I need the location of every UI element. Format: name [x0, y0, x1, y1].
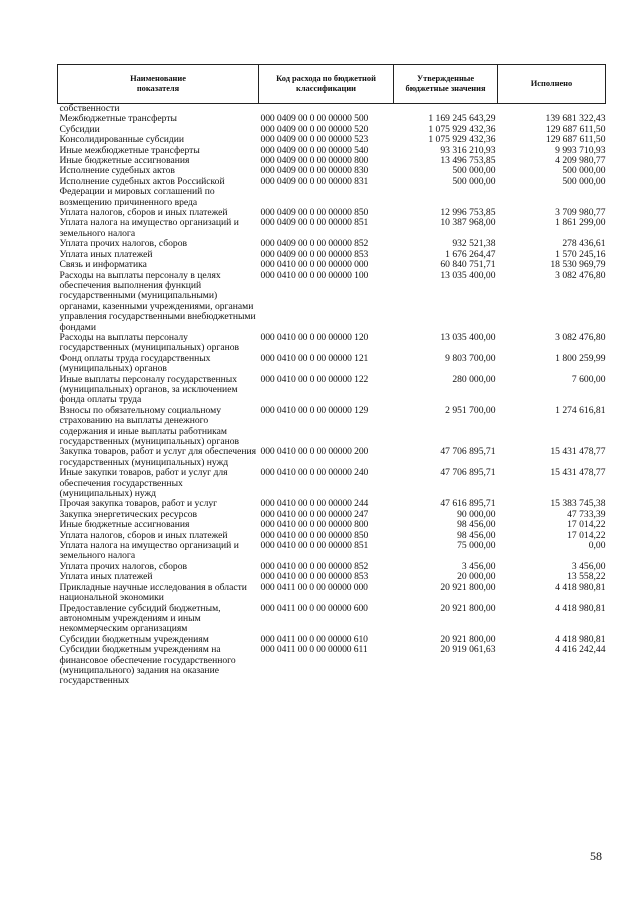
table-row — [58, 177, 606, 208]
row-approved: 20 921 800,00 — [440, 602, 496, 614]
row-name: Субсидии бюджетным учреждениям — [59, 633, 209, 645]
row-approved: 9 803 700,00 — [445, 352, 496, 364]
table-row — [58, 604, 606, 635]
row-approved: 1 169 245 643,29 — [428, 113, 496, 125]
row-executed: 500 000,00 — [562, 165, 606, 177]
row-code: 000 0411 00 0 00 00000 611 — [260, 644, 368, 656]
row-name: Взносы по обязательному социальному страхованию на выплаты денежного содержания и иные выплаты работникам государственных (муниципальных) органов — [59, 404, 240, 447]
row-name: Фонд оплаты труда государственных (муниципальных) органов — [59, 352, 211, 375]
row-code: 000 0409 00 0 00 00000 853 — [260, 248, 369, 260]
row-executed: 15 383 745,38 — [550, 498, 606, 510]
row-name: Иные бюджетные ассигнования — [59, 519, 190, 531]
table-row — [58, 406, 606, 448]
row-code: 000 0410 00 0 00 00000 850 — [260, 529, 369, 541]
row-executed: 9 993 710,93 — [555, 144, 606, 156]
table-row — [58, 333, 606, 354]
row-approved: 280 000,00 — [452, 373, 496, 385]
row-executed: 139 681 322,43 — [545, 113, 606, 125]
table-body — [58, 104, 606, 687]
row-code: 000 0410 00 0 00 00000 851 — [260, 540, 369, 552]
row-code: 000 0409 00 0 00 00000 831 — [260, 175, 369, 187]
row-code: 000 0409 00 0 00 00000 500 — [260, 113, 369, 125]
row-executed: 17 014,22 — [567, 519, 606, 531]
row-name: Расходы на выплаты персоналу государственных (муниципальных) органов — [59, 331, 240, 354]
table-row — [58, 354, 606, 375]
row-approved: 1 075 929 432,36 — [428, 134, 496, 146]
row-code: 000 0410 00 0 00 00000 247 — [260, 508, 369, 520]
row-approved: 20 921 800,00 — [440, 581, 496, 593]
row-code: 000 0410 00 0 00 00000 200 — [260, 446, 369, 458]
row-code: 000 0410 00 0 00 00000 000 — [260, 259, 369, 271]
row-executed: 17 014,22 — [567, 529, 606, 541]
table-row — [58, 468, 606, 499]
row-executed: 4 418 980,81 — [555, 633, 606, 645]
row-executed: 0,00 — [588, 540, 606, 552]
row-name: Прикладные научные исследования в области национальной экономики — [59, 581, 247, 604]
row-code: 000 0410 00 0 00 00000 129 — [260, 404, 369, 416]
table-header-row — [58, 65, 606, 104]
row-executed: 47 733,39 — [567, 508, 606, 520]
row-approved: 20 919 061,63 — [440, 644, 496, 656]
row-code: 000 0411 00 0 00 00000 610 — [260, 633, 368, 645]
row-approved: 47 616 895,71 — [440, 498, 496, 510]
row-name: Консолидированные субсидии — [59, 134, 185, 146]
row-code: 000 0409 00 0 00 00000 852 — [260, 238, 369, 250]
row-name: Уплата налога на имущество организаций и земельного налога — [59, 540, 239, 562]
row-name: собственности — [59, 103, 120, 114]
row-executed: 15 431 478,77 — [550, 467, 606, 479]
header-approved: Утвержденные бюджетные значения — [394, 65, 498, 104]
row-executed: 4 416 242,44 — [555, 644, 606, 656]
row-approved: 12 996 753,85 — [440, 207, 496, 219]
table-row — [58, 583, 606, 604]
row-executed: 18 530 969,79 — [550, 259, 606, 271]
row-executed: 4 418 980,81 — [555, 581, 606, 593]
row-name: Исполнение судебных актов — [59, 165, 175, 177]
row-executed: 4 418 980,81 — [555, 602, 606, 614]
row-name: Уплата прочих налогов, сборов — [59, 560, 188, 572]
row-approved: 13 035 400,00 — [440, 331, 496, 343]
row-name: Уплата налогов, сборов и иных платежей — [59, 207, 228, 219]
row-name: Уплата налогов, сборов и иных платежей — [59, 529, 228, 541]
row-approved: 75 000,00 — [457, 540, 496, 552]
row-code: 000 0409 00 0 00 00000 800 — [260, 155, 369, 167]
row-approved: 98 456,00 — [457, 519, 496, 531]
row-approved: 500 000,00 — [452, 175, 496, 187]
row-name: Иные межбюджетные трансферты — [59, 144, 200, 156]
row-code: 000 0410 00 0 00 00000 121 — [260, 352, 369, 364]
row-name: Закупка энергетических ресурсов — [59, 508, 198, 520]
row-approved: 90 000,00 — [457, 508, 496, 520]
table-row — [58, 260, 606, 270]
row-code: 000 0410 00 0 00 00000 244 — [260, 498, 369, 510]
row-code: 000 0410 00 0 00 00000 120 — [260, 331, 369, 343]
row-executed: 3 456,00 — [571, 560, 606, 572]
row-executed: 500 000,00 — [562, 175, 606, 187]
row-approved: 13 035 400,00 — [440, 269, 496, 281]
row-executed: 1 861 299,00 — [555, 217, 606, 229]
row-name: Субсидии бюджетным учреждениям на финансовое обеспечение государственного (муниципального) задания на оказание государственных — [59, 644, 236, 687]
row-name: Исполнение судебных актов Российской Федерации и мировых соглашений по возмещению причиненного вреда — [59, 175, 225, 208]
row-name: Расходы на выплаты персоналу в целях обеспечения выполнения функций государственными (муниципальными) органами, казенными учреждениями, органами управления государственными внебюджетными фондами — [59, 269, 256, 333]
row-code: 000 0410 00 0 00 00000 240 — [260, 467, 369, 479]
row-approved: 47 706 895,71 — [440, 467, 496, 479]
row-approved: 1 676 264,47 — [445, 248, 496, 260]
row-executed: 3 082 476,80 — [555, 269, 606, 281]
header-code: Код расхода по бюджетной классификации — [259, 65, 394, 104]
table-row — [58, 271, 606, 333]
row-name: Межбюджетные трансферты — [59, 113, 177, 125]
row-name: Уплата прочих налогов, сборов — [59, 238, 188, 250]
table-row — [58, 218, 606, 239]
row-executed: 129 687 611,50 — [545, 134, 606, 146]
row-approved: 1 075 929 432,36 — [428, 123, 496, 135]
row-executed: 7 600,00 — [571, 373, 606, 385]
row-approved: 2 951 700,00 — [445, 404, 496, 416]
row-name: Субсидии — [59, 123, 100, 135]
page-number: 58 — [590, 849, 602, 863]
row-name: Иные выплаты персоналу государственных (муниципальных) органов, за исключением фонда оплаты труда — [59, 373, 238, 406]
row-executed: 13 558,22 — [567, 571, 606, 583]
row-code: 000 0409 00 0 00 00000 830 — [260, 165, 369, 177]
table-row — [58, 375, 606, 406]
budget-execution-table — [57, 64, 606, 687]
header-executed: Исполнено — [498, 65, 606, 104]
row-name: Связь и информатика — [59, 259, 147, 271]
row-executed: 1 570 245,16 — [555, 248, 606, 260]
row-approved: 93 316 210,93 — [440, 144, 496, 156]
row-code: 000 0411 00 0 00 00000 000 — [260, 581, 368, 593]
row-code: 000 0409 00 0 00 00000 523 — [260, 134, 369, 146]
row-name: Иные закупки товаров, работ и услуг для обеспечения государственных (муниципальных) нужд — [59, 467, 228, 500]
row-name: Уплата иных платежей — [59, 571, 153, 583]
row-code: 000 0410 00 0 00 00000 800 — [260, 519, 369, 531]
row-approved: 47 706 895,71 — [440, 446, 496, 458]
row-code: 000 0411 00 0 00 00000 600 — [260, 602, 368, 614]
row-approved: 500 000,00 — [452, 165, 496, 177]
row-approved: 932 521,38 — [452, 238, 496, 250]
row-approved: 98 456,00 — [457, 529, 496, 541]
row-approved: 3 456,00 — [461, 560, 496, 572]
row-approved: 10 387 968,00 — [440, 217, 496, 229]
row-code: 000 0410 00 0 00 00000 853 — [260, 571, 369, 583]
table-row — [58, 541, 606, 562]
row-executed: 3 709 980,77 — [555, 207, 606, 219]
row-name: Иные бюджетные ассигнования — [59, 155, 190, 167]
row-approved: 20 000,00 — [457, 571, 496, 583]
row-approved: 13 496 753,85 — [440, 155, 496, 167]
row-executed: 278 436,61 — [562, 238, 606, 250]
row-executed: 4 209 980,77 — [555, 155, 606, 167]
row-name: Прочая закупка товаров, работ и услуг — [59, 498, 218, 510]
row-code: 000 0409 00 0 00 00000 851 — [260, 217, 369, 229]
row-executed: 3 082 476,80 — [555, 331, 606, 343]
row-executed: 15 431 478,77 — [550, 446, 606, 458]
row-approved: 20 921 800,00 — [440, 633, 496, 645]
row-executed: 1 274 616,81 — [555, 404, 606, 416]
row-code: 000 0409 00 0 00 00000 850 — [260, 207, 369, 219]
row-name: Предоставление субсидий бюджетным, автономным учреждениям и иным некоммерческим организациям — [59, 602, 221, 635]
row-name: Уплата налога на имущество организаций и земельного налога — [59, 217, 239, 239]
row-executed: 129 687 611,50 — [545, 123, 606, 135]
row-code: 000 0409 00 0 00 00000 520 — [260, 123, 369, 135]
row-name: Уплата иных платежей — [59, 248, 153, 260]
row-code: 000 0409 00 0 00 00000 540 — [260, 144, 369, 156]
header-name: Наименование показателя — [58, 65, 259, 104]
table-row — [58, 645, 606, 687]
row-code: 000 0410 00 0 00 00000 100 — [260, 269, 369, 281]
row-executed: 1 800 259,99 — [555, 352, 606, 364]
row-approved: 60 840 751,71 — [440, 259, 496, 271]
row-name: Закупка товаров, работ и услуг для обеспечения государственных (муниципальных) нужд — [59, 446, 257, 468]
row-code: 000 0410 00 0 00 00000 852 — [260, 560, 369, 572]
table-row — [58, 447, 606, 468]
row-code: 000 0410 00 0 00 00000 122 — [260, 373, 369, 385]
